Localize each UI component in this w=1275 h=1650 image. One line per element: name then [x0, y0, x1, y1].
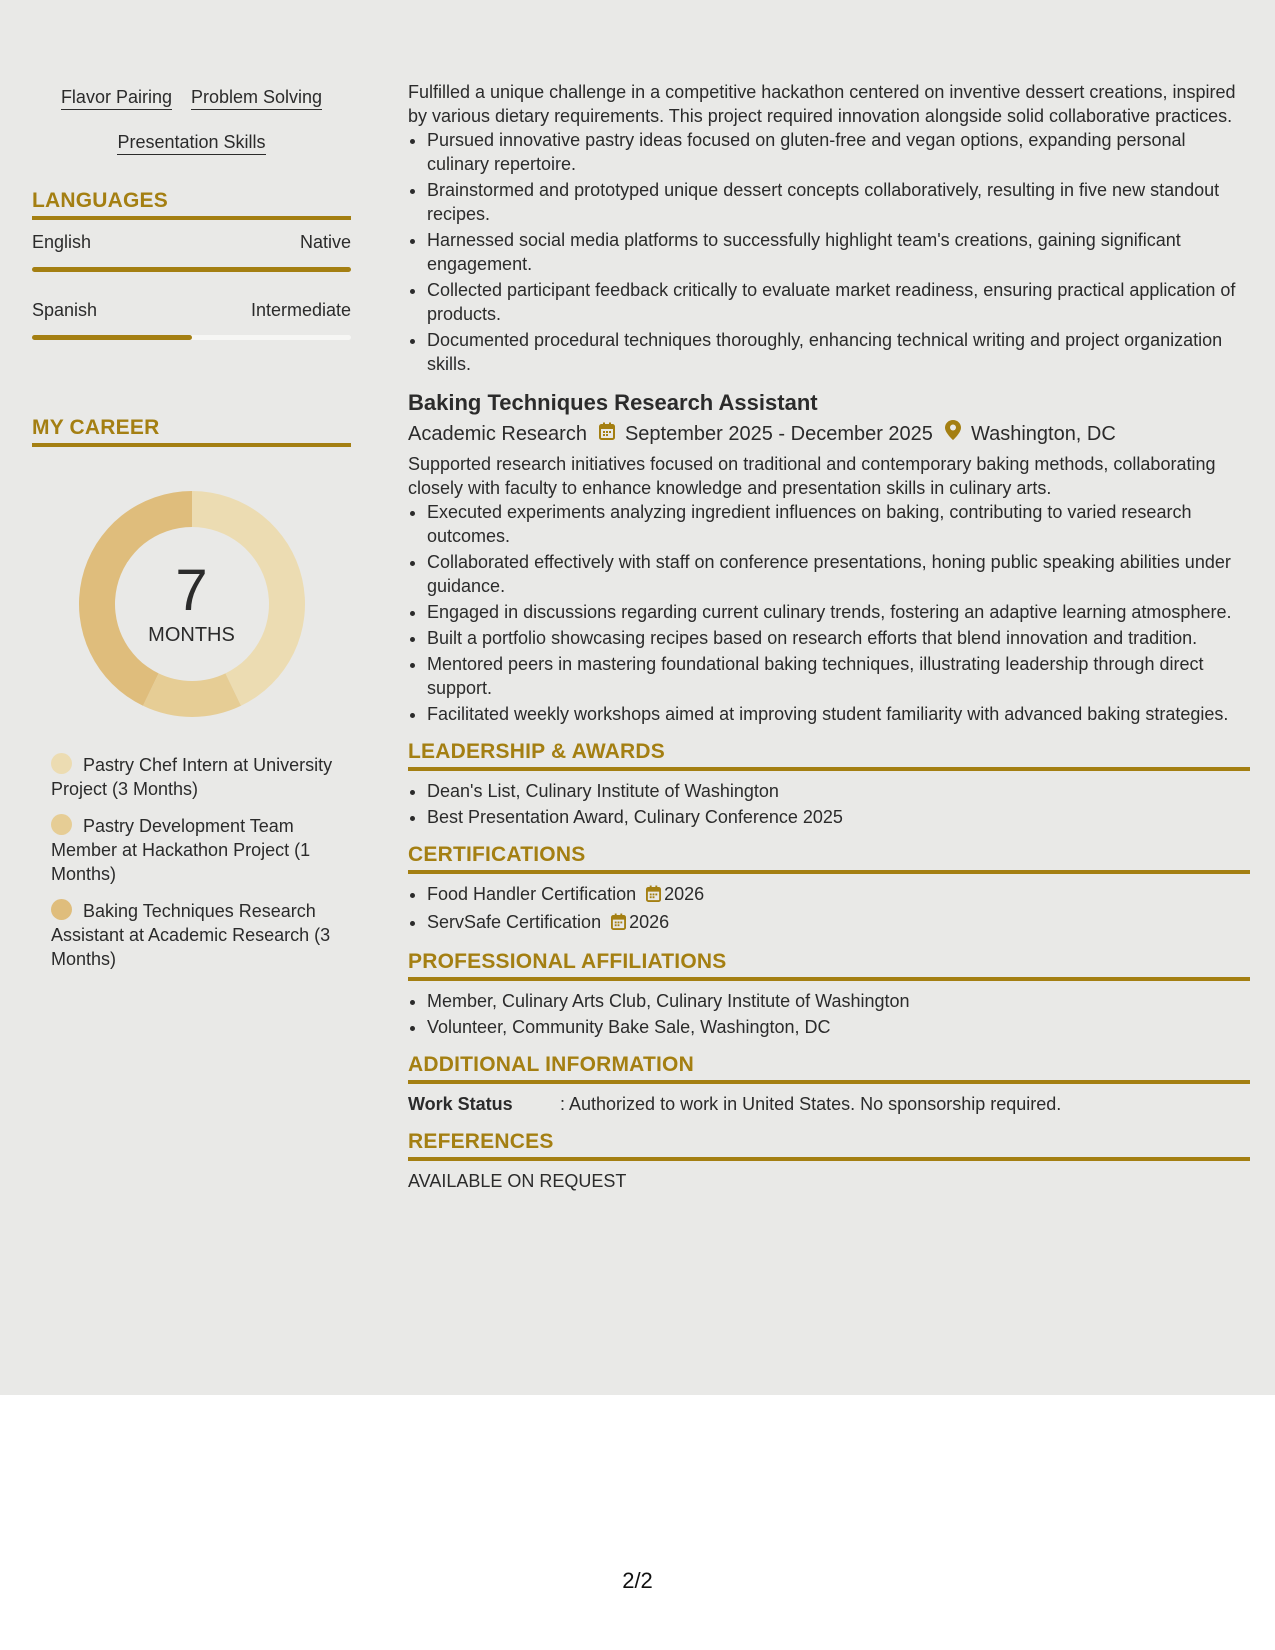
language-level: Native — [299, 232, 351, 252]
job-dates: September 2025 - December 2025 — [624, 423, 933, 445]
legend-dot — [51, 753, 72, 774]
language-name: English — [32, 232, 92, 252]
bullet-item: • Facilitated weekly workshops aimed at improving student familiarity with advanced baking strategies. — [427, 702, 1250, 726]
left-column — [32, 85, 351, 984]
additional-info-section — [408, 1053, 1250, 1116]
skill-tag: Problem Solving — [191, 85, 322, 110]
section-title: ADDITIONAL INFORMATION — [408, 1053, 1250, 1084]
job-meta — [408, 420, 1250, 448]
section-title: MY CAREER — [32, 416, 351, 447]
certifications-section — [408, 843, 1250, 936]
bullet-item: • Executed experiments analyzing ingredient influences on baking, contributing to varied research outcomes. — [427, 500, 1250, 548]
certification-item — [427, 910, 1250, 936]
page-number: 2/2 — [622, 1568, 653, 1593]
affiliations-section — [408, 950, 1250, 1039]
location-pin-icon — [945, 420, 961, 448]
skills-list — [32, 85, 351, 155]
certifications-list — [408, 882, 1250, 936]
section-title: REFERENCES — [408, 1130, 1250, 1161]
total-months-unit: MONTHS — [148, 623, 235, 646]
language-bar-fill — [32, 335, 192, 340]
section-title: LANGUAGES — [32, 189, 351, 220]
affiliation-item: • Volunteer, Community Bake Sale, Washington, DC — [427, 1015, 1250, 1039]
certification-name: ServSafe Certification — [427, 912, 602, 932]
legend-item — [51, 753, 351, 801]
language-bar — [32, 335, 351, 340]
legend-label: Baking Techniques Research Assistant at Academic Research (3 Months) — [51, 901, 331, 969]
language-item — [32, 232, 351, 272]
bullet-item: • Brainstormed and prototyped unique dessert concepts collaboratively, resulting in five new standout recipes. — [427, 178, 1250, 226]
language-item — [32, 300, 351, 340]
calendar-icon — [611, 912, 626, 936]
job-summary: Supported research initiatives focused on traditional and contemporary baking methods, collaborating closely with faculty to enhance knowledge and presentation skills in culinary arts. — [408, 454, 1216, 498]
section-title: PROFESSIONAL AFFILIATIONS — [408, 950, 1250, 981]
certification-name: Food Handler Certification — [427, 884, 637, 904]
legend-dot — [51, 899, 72, 920]
language-bar-fill — [32, 267, 351, 272]
donut-center — [77, 489, 307, 719]
legend-label: Pastry Chef Intern at University Project (3 Months) — [51, 755, 333, 799]
job-bullets — [408, 500, 1250, 726]
hackathon-entry — [408, 80, 1250, 376]
bullet-item: • Pursued innovative pastry ideas focused on gluten-free and vegan options, expanding personal culinary repertoire. — [427, 128, 1250, 176]
bullet-item: • Mentored peers in mastering foundational baking techniques, illustrating leadership through direct support. — [427, 652, 1250, 700]
languages-section — [32, 189, 351, 340]
affiliations-list — [408, 989, 1250, 1039]
affiliation-item: • Member, Culinary Arts Club, Culinary Institute of Washington — [427, 989, 1250, 1013]
career-section — [32, 416, 351, 971]
job-location: Washington, DC — [970, 423, 1116, 445]
language-name: Spanish — [32, 300, 98, 320]
language-level: Intermediate — [250, 300, 351, 320]
calendar-icon — [599, 420, 615, 448]
leadership-list — [408, 779, 1250, 829]
references-section — [408, 1130, 1250, 1193]
legend-item — [51, 814, 351, 886]
work-status-row — [408, 1092, 1250, 1116]
legend-dot — [51, 814, 72, 835]
certification-year: 2026 — [629, 912, 670, 932]
references-text: AVAILABLE ON REQUEST — [408, 1171, 627, 1191]
bullet-item: • Collaborated effectively with staff on conference presentations, honing public speaking abilities under guidance. — [427, 550, 1250, 598]
skill-tag: Flavor Pairing — [61, 85, 172, 110]
section-title: CERTIFICATIONS — [408, 843, 1250, 874]
bullet-item: • Collected participant feedback critically to evaluate market readiness, ensuring practical application of products. — [427, 278, 1250, 326]
research-entry — [408, 388, 1250, 726]
career-donut-chart — [77, 489, 307, 719]
bullet-item: • Documented procedural techniques thoroughly, enhancing technical writing and project organization skills. — [427, 328, 1250, 376]
skill-tag: Presentation Skills — [117, 130, 265, 155]
bullet-item: • Harnessed social media platforms to successfully highlight team's creations, gaining significant engagement. — [427, 228, 1250, 276]
work-status-value: : Authorized to work in United States. No sponsorship required. — [560, 1094, 1062, 1114]
bullet-item: • Engaged in discussions regarding current culinary trends, fostering an adaptive learning atmosphere. — [427, 600, 1250, 624]
job-bullets — [408, 128, 1250, 376]
award-item: • Best Presentation Award, Culinary Conference 2025 — [427, 805, 1250, 829]
career-legend — [32, 753, 351, 971]
right-column — [408, 80, 1250, 1193]
calendar-icon — [646, 884, 661, 908]
job-title: Baking Techniques Research Assistant — [408, 390, 818, 415]
legend-label: Pastry Development Team Member at Hackathon Project (1 Months) — [51, 816, 311, 884]
total-months-number: 7 — [175, 557, 208, 623]
section-title: LEADERSHIP & AWARDS — [408, 740, 1250, 771]
legend-item — [51, 899, 351, 971]
award-item: • Dean's List, Culinary Institute of Washington — [427, 779, 1250, 803]
job-summary: Fulfilled a unique challenge in a competitive hackathon centered on inventive dessert creations, inspired by various dietary requirements. This project required innovation alongside solid collaborative practices. — [408, 82, 1236, 126]
language-bar — [32, 267, 351, 272]
certification-year: 2026 — [664, 884, 705, 904]
certification-item — [427, 882, 1250, 908]
bullet-item: • Built a portfolio showcasing recipes based on research efforts that blend innovation and tradition. — [427, 626, 1250, 650]
leadership-section — [408, 740, 1250, 829]
work-status-label: Work Status — [408, 1094, 513, 1114]
job-org: Academic Research — [408, 423, 587, 445]
